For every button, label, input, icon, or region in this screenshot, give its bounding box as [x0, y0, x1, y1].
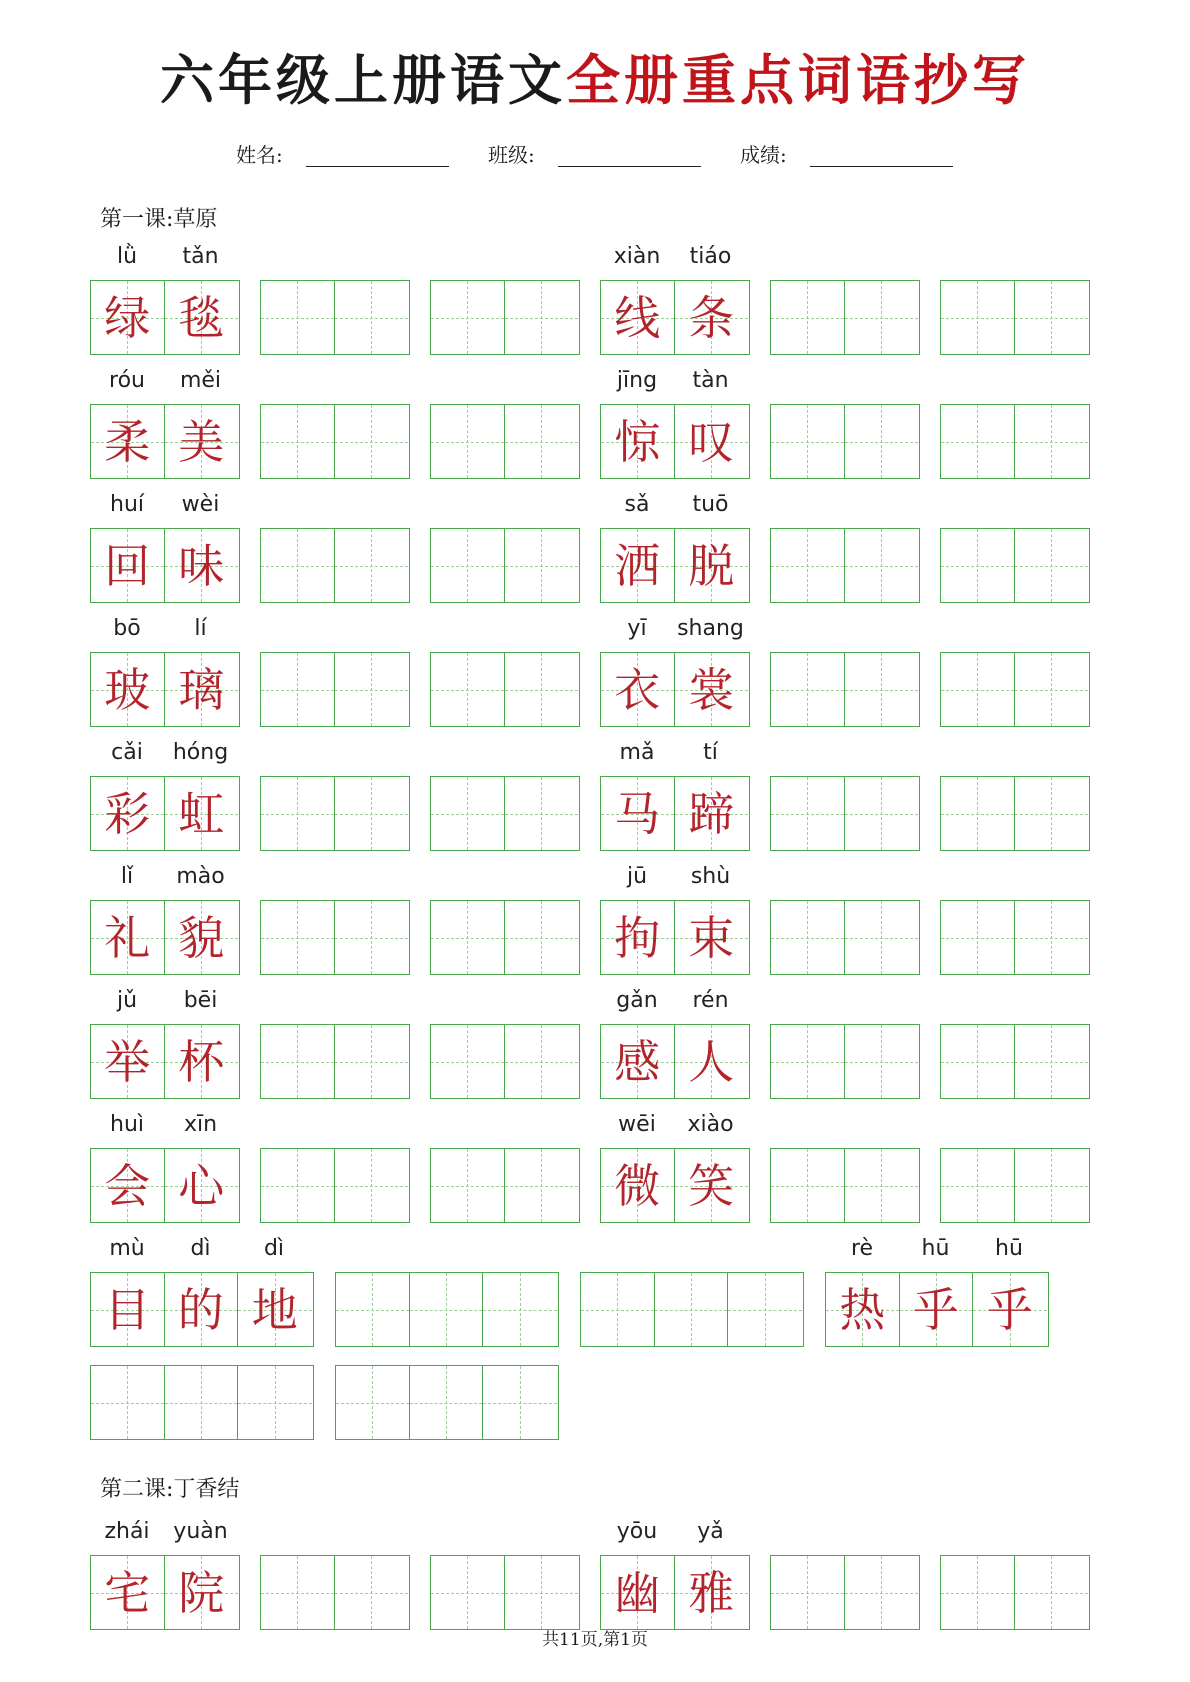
practice-cell[interactable]	[771, 901, 845, 974]
hanzi-character: 举	[104, 1034, 151, 1089]
pinyin-label: wēi	[618, 1112, 656, 1137]
grid-cell	[675, 1556, 749, 1629]
practice-grid[interactable]	[430, 1024, 580, 1099]
practice-cell[interactable]	[505, 1149, 579, 1222]
word-grid	[90, 404, 240, 479]
hanzi-character: 微	[614, 1158, 661, 1213]
pinyin-label: xiào	[687, 1112, 734, 1137]
practice-cell[interactable]	[431, 901, 505, 974]
pinyin-label: mù	[109, 1236, 145, 1261]
grid-cell	[238, 1273, 312, 1346]
grid-cell	[601, 653, 675, 726]
hanzi-character: 柔	[104, 414, 151, 469]
hanzi-character: 条	[688, 290, 735, 345]
hanzi-character: 貌	[178, 910, 225, 965]
practice-cell[interactable]	[941, 777, 1015, 850]
pinyin-label: hū	[921, 1236, 950, 1261]
grid-cell	[675, 529, 749, 602]
hanzi-character: 的	[177, 1282, 224, 1337]
practice-cell[interactable]	[335, 1556, 409, 1629]
practice-cell[interactable]	[771, 1025, 845, 1098]
grid-cell	[601, 901, 675, 974]
word-grid	[90, 652, 240, 727]
pinyin-label: wèi	[181, 492, 220, 517]
practice-grid[interactable]	[260, 652, 410, 727]
grid-cell	[91, 653, 165, 726]
practice-cell[interactable]	[941, 529, 1015, 602]
grid-cell	[675, 653, 749, 726]
practice-cell[interactable]	[431, 1556, 505, 1629]
class-label: 班级:	[488, 143, 535, 167]
practice-cell[interactable]	[505, 1556, 579, 1629]
practice-cell[interactable]	[261, 529, 335, 602]
practice-cell[interactable]	[505, 529, 579, 602]
grid-cell	[165, 1273, 239, 1346]
pinyin-label: bēi	[183, 988, 218, 1013]
grid-cell	[675, 901, 749, 974]
practice-cell[interactable]	[165, 1366, 239, 1439]
page-title	[0, 45, 1190, 115]
grid-cell	[675, 281, 749, 354]
practice-cell[interactable]	[845, 405, 919, 478]
pinyin-label: huí	[110, 492, 144, 517]
practice-cell[interactable]	[941, 653, 1015, 726]
practice-grid[interactable]	[260, 1148, 410, 1223]
practice-cell[interactable]	[1015, 1025, 1089, 1098]
pinyin-label: shang	[677, 616, 744, 641]
pinyin-label: hóng	[172, 740, 229, 765]
pinyin-label: rén	[692, 988, 729, 1013]
practice-cell[interactable]	[1015, 405, 1089, 478]
pinyin-label: měi	[179, 368, 222, 393]
pinyin-label: zhái	[104, 1519, 150, 1544]
practice-cell[interactable]	[261, 1149, 335, 1222]
word-grid	[600, 652, 750, 727]
practice-grid[interactable]	[770, 1024, 920, 1099]
hanzi-character: 会	[104, 1158, 151, 1213]
grid-cell	[165, 1556, 239, 1629]
practice-cell[interactable]	[505, 281, 579, 354]
practice-cell[interactable]	[941, 901, 1015, 974]
word-grid	[600, 1148, 750, 1223]
pinyin-label: yōu	[616, 1519, 658, 1544]
practice-grid[interactable]	[940, 776, 1090, 851]
pinyin-label: shù	[690, 864, 731, 889]
hanzi-character: 彩	[104, 786, 151, 841]
practice-grid[interactable]	[940, 404, 1090, 479]
practice-cell[interactable]	[845, 777, 919, 850]
practice-grid[interactable]	[940, 652, 1090, 727]
practice-cell[interactable]	[1015, 1149, 1089, 1222]
pinyin-label: tàn	[692, 368, 729, 393]
pinyin-label: lǐ	[120, 864, 134, 889]
pinyin-label: mǎ	[619, 740, 655, 765]
pinyin-label: jīng	[616, 368, 658, 393]
practice-grid[interactable]	[770, 1555, 920, 1630]
pinyin-label: tí	[703, 740, 718, 765]
grid-cell	[165, 405, 239, 478]
practice-cell[interactable]	[336, 1273, 410, 1346]
practice-cell[interactable]	[335, 653, 409, 726]
grid-cell	[91, 1273, 165, 1346]
hanzi-character: 线	[614, 290, 661, 345]
pinyin-label: róu	[109, 368, 145, 393]
practice-cell[interactable]	[771, 1556, 845, 1629]
hanzi-character: 美	[178, 414, 225, 469]
practice-grid[interactable]	[580, 1272, 804, 1347]
hanzi-character: 惊	[614, 414, 661, 469]
practice-cell[interactable]	[845, 281, 919, 354]
grid-cell	[165, 901, 239, 974]
practice-cell[interactable]	[845, 1025, 919, 1098]
word-grid	[600, 1024, 750, 1099]
hanzi-character: 衣	[614, 662, 661, 717]
word-grid	[600, 1555, 750, 1630]
practice-grid[interactable]	[770, 280, 920, 355]
word-grid	[600, 280, 750, 355]
pinyin-label: jǔ	[116, 988, 138, 1013]
practice-grid[interactable]	[940, 280, 1090, 355]
practice-grid[interactable]	[770, 528, 920, 603]
hanzi-character: 马	[614, 786, 661, 841]
practice-grid[interactable]	[940, 1024, 1090, 1099]
grid-cell	[601, 1556, 675, 1629]
title-highlight: 全册重点词语抄写	[566, 48, 1030, 112]
practice-grid[interactable]	[335, 1272, 559, 1347]
practice-grid[interactable]	[430, 1555, 580, 1630]
practice-grid[interactable]	[940, 528, 1090, 603]
pinyin-label: yī	[627, 616, 647, 641]
word-grid	[90, 1555, 240, 1630]
practice-cell[interactable]	[771, 777, 845, 850]
score-field[interactable]	[810, 140, 953, 167]
practice-cell[interactable]	[91, 1366, 165, 1439]
lesson-1-heading: 第一课:草原	[100, 207, 218, 232]
practice-grid[interactable]	[430, 528, 580, 603]
practice-grid[interactable]	[770, 1148, 920, 1223]
name-field[interactable]	[306, 140, 449, 167]
practice-grid[interactable]	[940, 1148, 1090, 1223]
grid-cell	[91, 1149, 165, 1222]
practice-cell[interactable]	[410, 1366, 484, 1439]
hanzi-character: 洒	[614, 538, 661, 593]
grid-cell	[165, 1149, 239, 1222]
grid-cell	[165, 281, 239, 354]
practice-grid[interactable]	[335, 1365, 559, 1440]
grid-cell	[675, 1149, 749, 1222]
hanzi-character: 裳	[688, 662, 735, 717]
practice-cell[interactable]	[845, 653, 919, 726]
practice-cell[interactable]	[771, 405, 845, 478]
pinyin-label: tǎn	[182, 244, 219, 269]
practice-grid[interactable]	[940, 1555, 1090, 1630]
word-grid	[90, 900, 240, 975]
practice-grid[interactable]	[260, 1555, 410, 1630]
practice-cell[interactable]	[1015, 653, 1089, 726]
grid-cell	[973, 1273, 1047, 1346]
grid-cell	[91, 1556, 165, 1629]
word-grid	[600, 404, 750, 479]
practice-cell[interactable]	[431, 281, 505, 354]
practice-grid[interactable]	[770, 652, 920, 727]
grid-cell	[91, 405, 165, 478]
grid-cell	[601, 777, 675, 850]
practice-grid[interactable]	[430, 900, 580, 975]
word-grid	[90, 1148, 240, 1223]
practice-cell[interactable]	[335, 529, 409, 602]
word-grid	[90, 528, 240, 603]
word-grid	[90, 1272, 314, 1347]
hanzi-character: 幽	[614, 1565, 661, 1620]
word-grid	[90, 280, 240, 355]
practice-cell[interactable]	[261, 1556, 335, 1629]
name-label: 姓名:	[236, 143, 283, 167]
hanzi-character: 蹄	[688, 786, 735, 841]
pinyin-label: gǎn	[616, 988, 658, 1013]
pinyin-label: dì	[263, 1236, 285, 1261]
practice-cell[interactable]	[335, 281, 409, 354]
practice-cell[interactable]	[1015, 529, 1089, 602]
grid-cell	[91, 777, 165, 850]
hanzi-character: 杯	[178, 1034, 225, 1089]
practice-cell[interactable]	[431, 777, 505, 850]
hanzi-character: 毯	[178, 290, 225, 345]
hanzi-character: 束	[688, 910, 735, 965]
pinyin-label: bō	[113, 616, 141, 641]
practice-cell[interactable]	[335, 1149, 409, 1222]
practice-cell[interactable]	[505, 777, 579, 850]
practice-cell[interactable]	[335, 777, 409, 850]
hanzi-character: 雅	[688, 1565, 735, 1620]
pinyin-label: lí	[194, 616, 207, 641]
practice-cell[interactable]	[335, 405, 409, 478]
pinyin-label: hū	[995, 1236, 1023, 1261]
practice-cell[interactable]	[1015, 901, 1089, 974]
grid-cell	[165, 529, 239, 602]
practice-cell[interactable]	[431, 653, 505, 726]
practice-cell[interactable]	[1015, 777, 1089, 850]
practice-grid[interactable]	[430, 1148, 580, 1223]
practice-cell[interactable]	[483, 1366, 557, 1439]
word-grid	[825, 1272, 1049, 1347]
practice-grid[interactable]	[430, 280, 580, 355]
score-label: 成绩:	[740, 143, 787, 167]
practice-cell[interactable]	[505, 901, 579, 974]
practice-cell[interactable]	[261, 901, 335, 974]
practice-cell[interactable]	[261, 653, 335, 726]
practice-cell[interactable]	[505, 1025, 579, 1098]
word-grid	[600, 528, 750, 603]
practice-grid[interactable]	[260, 776, 410, 851]
hanzi-character: 人	[688, 1034, 735, 1089]
practice-cell[interactable]	[941, 1556, 1015, 1629]
hanzi-character: 目	[104, 1282, 151, 1337]
grid-cell	[826, 1273, 900, 1346]
grid-cell	[91, 281, 165, 354]
practice-cell[interactable]	[261, 777, 335, 850]
pinyin-label: lǜ	[116, 244, 138, 269]
pinyin-label: xiàn	[613, 244, 661, 269]
practice-cell[interactable]	[941, 1149, 1015, 1222]
practice-cell[interactable]	[728, 1273, 802, 1346]
hanzi-character: 拘	[614, 910, 661, 965]
hanzi-character: 感	[614, 1034, 661, 1089]
grid-cell	[165, 1025, 239, 1098]
practice-grid[interactable]	[430, 776, 580, 851]
pinyin-label: yǎ	[697, 1519, 724, 1544]
practice-cell[interactable]	[483, 1273, 557, 1346]
grid-cell	[165, 777, 239, 850]
practice-grid[interactable]	[430, 404, 580, 479]
practice-grid[interactable]	[90, 1365, 314, 1440]
practice-cell[interactable]	[845, 529, 919, 602]
word-grid	[90, 776, 240, 851]
practice-cell[interactable]	[238, 1366, 312, 1439]
practice-cell[interactable]	[336, 1366, 410, 1439]
practice-grid[interactable]	[260, 528, 410, 603]
practice-cell[interactable]	[941, 1025, 1015, 1098]
pinyin-label: tiáo	[689, 244, 732, 269]
practice-cell[interactable]	[941, 281, 1015, 354]
practice-cell[interactable]	[1015, 281, 1089, 354]
practice-grid[interactable]	[260, 1024, 410, 1099]
grid-cell	[91, 529, 165, 602]
practice-cell[interactable]	[431, 1025, 505, 1098]
practice-grid[interactable]	[430, 652, 580, 727]
practice-cell[interactable]	[941, 405, 1015, 478]
hanzi-character: 心	[178, 1158, 225, 1213]
practice-cell[interactable]	[431, 1149, 505, 1222]
pinyin-label: rè	[850, 1236, 874, 1261]
hanzi-character: 礼	[104, 910, 151, 965]
practice-cell[interactable]	[261, 1025, 335, 1098]
practice-grid[interactable]	[770, 900, 920, 975]
practice-cell[interactable]	[261, 405, 335, 478]
practice-cell[interactable]	[771, 653, 845, 726]
page-footer: 共11页,第1页	[542, 1630, 648, 1650]
hanzi-character: 虹	[178, 786, 225, 841]
grid-cell	[165, 653, 239, 726]
grid-cell	[601, 1149, 675, 1222]
practice-cell[interactable]	[845, 1149, 919, 1222]
grid-cell	[601, 281, 675, 354]
class-field[interactable]	[558, 140, 701, 167]
pinyin-label: huì	[110, 1112, 144, 1137]
practice-cell[interactable]	[771, 1149, 845, 1222]
practice-cell[interactable]	[335, 901, 409, 974]
practice-cell[interactable]	[335, 1025, 409, 1098]
grid-cell	[675, 405, 749, 478]
hanzi-character: 地	[251, 1282, 298, 1337]
hanzi-character: 味	[178, 538, 225, 593]
pinyin-label: xīn	[183, 1112, 218, 1137]
practice-cell[interactable]	[505, 405, 579, 478]
word-grid	[600, 776, 750, 851]
practice-cell[interactable]	[431, 529, 505, 602]
pinyin-label: mào	[176, 864, 225, 889]
practice-cell[interactable]	[845, 901, 919, 974]
hanzi-character: 乎	[986, 1282, 1033, 1337]
pinyin-label: tuō	[692, 492, 729, 517]
practice-grid[interactable]	[260, 900, 410, 975]
hanzi-character: 笑	[688, 1158, 735, 1213]
hanzi-character: 叹	[688, 414, 735, 469]
word-grid	[90, 1024, 240, 1099]
practice-cell[interactable]	[261, 281, 335, 354]
hanzi-character: 热	[839, 1282, 886, 1337]
lesson-2-heading: 第二课:丁香结	[100, 1477, 240, 1502]
practice-cell[interactable]	[655, 1273, 729, 1346]
grid-cell	[601, 405, 675, 478]
practice-cell[interactable]	[581, 1273, 655, 1346]
grid-cell	[91, 901, 165, 974]
pinyin-label: cǎi	[111, 740, 143, 765]
practice-cell[interactable]	[845, 1556, 919, 1629]
hanzi-character: 绿	[104, 290, 151, 345]
pinyin-label: dì	[190, 1236, 211, 1261]
hanzi-character: 脱	[688, 538, 735, 593]
grid-cell	[601, 1025, 675, 1098]
hanzi-character: 玻	[104, 662, 151, 717]
title-main: 六年级上册语文	[160, 48, 566, 112]
practice-grid[interactable]	[770, 776, 920, 851]
grid-cell	[900, 1273, 974, 1346]
practice-grid[interactable]	[940, 900, 1090, 975]
practice-cell[interactable]	[771, 281, 845, 354]
practice-cell[interactable]	[431, 405, 505, 478]
hanzi-character: 璃	[178, 662, 225, 717]
grid-cell	[91, 1025, 165, 1098]
hanzi-character: 回	[104, 538, 151, 593]
practice-cell[interactable]	[410, 1273, 484, 1346]
practice-cell[interactable]	[771, 529, 845, 602]
hanzi-character: 宅	[104, 1565, 151, 1620]
pinyin-label: sǎ	[624, 492, 650, 517]
practice-cell[interactable]	[1015, 1556, 1089, 1629]
pinyin-label: yuàn	[173, 1519, 228, 1544]
practice-cell[interactable]	[505, 653, 579, 726]
word-grid	[600, 900, 750, 975]
pinyin-label: jū	[626, 864, 648, 889]
practice-grid[interactable]	[260, 280, 410, 355]
practice-grid[interactable]	[770, 404, 920, 479]
hanzi-character: 院	[178, 1565, 225, 1620]
grid-cell	[675, 777, 749, 850]
practice-grid[interactable]	[260, 404, 410, 479]
grid-cell	[601, 529, 675, 602]
hanzi-character: 乎	[912, 1282, 959, 1337]
grid-cell	[675, 1025, 749, 1098]
